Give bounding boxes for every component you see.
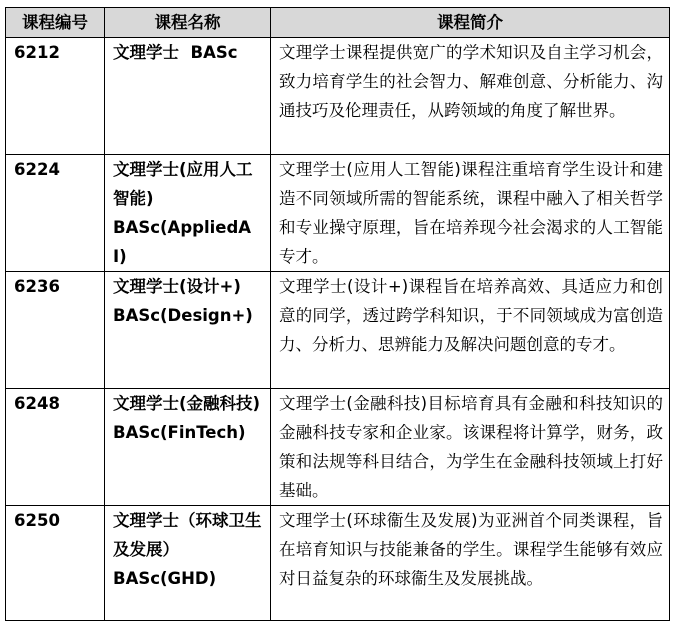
programme-table bbox=[5, 7, 670, 621]
programme-name-cn: 文理学士 BASc bbox=[113, 43, 238, 62]
header-programme-description: 课程简介 bbox=[271, 8, 670, 38]
programme-description: 文理学士(应用人工智能)课程注重培育学生设计和建造不同领域所需的智能系统，课程中融入了相关哲学和专业操守原理，旨在培养现今社会渴求的人工智能专才。 bbox=[271, 155, 670, 272]
programme-name-cn: 文理学士（环球卫生及发展） bbox=[113, 511, 262, 559]
header-programme-name: 课程名称 bbox=[105, 8, 271, 38]
programme-name-cn: 文理学士(应用人工智能) bbox=[113, 160, 253, 208]
table-row bbox=[6, 155, 670, 272]
programme-code: 6224 bbox=[6, 155, 105, 272]
programme-name bbox=[105, 506, 271, 621]
table-row bbox=[6, 389, 670, 506]
programme-description: 文理学士(设计+)课程旨在培养高效、具适应力和创意的同学，透过跨学科知识，于不同领域成为富创造力、分析力、思辨能力及解决问题创意的专才。 bbox=[271, 272, 670, 389]
programme-table-container bbox=[5, 7, 670, 621]
programme-name-cn: 文理学士(金融科技) bbox=[113, 394, 261, 413]
table-row bbox=[6, 272, 670, 389]
programme-name bbox=[105, 155, 271, 272]
programme-code: 6212 bbox=[6, 38, 105, 155]
programme-description: 文理学士(环球衞生及发展)为亚洲首个同类课程，旨在培育知识与技能兼备的学生。课程学生能够有效应对日益复杂的环球衞生及发展挑战。 bbox=[271, 506, 670, 621]
table-row bbox=[6, 506, 670, 621]
table-row bbox=[6, 38, 670, 155]
programme-name bbox=[105, 389, 271, 506]
programme-name-cn: 文理学士(设计+) bbox=[113, 277, 241, 296]
header-programme-code: 课程编号 bbox=[6, 8, 105, 38]
programme-name-en: BASc(FinTech) bbox=[113, 423, 246, 442]
programme-description: 文理学士课程提供宽广的学术知识及自主学习机会，致力培育学生的社会智力、解难创意、分析能力、沟通技巧及伦理责任，从跨领域的角度了解世界。 bbox=[271, 38, 670, 155]
programme-code: 6236 bbox=[6, 272, 105, 389]
programme-name-en: BASc(AppliedAI) bbox=[113, 218, 252, 266]
programme-name-en: BASc(GHD) bbox=[113, 569, 217, 588]
programme-name bbox=[105, 272, 271, 389]
programme-name-en: BASc(Design+) bbox=[113, 306, 253, 325]
table-header-row bbox=[6, 8, 670, 38]
programme-code: 6248 bbox=[6, 389, 105, 506]
programme-description: 文理学士(金融科技)目标培育具有金融和科技知识的金融科技专家和企业家。该课程将计算学，财务，政策和法规等科目结合，为学生在金融科技领域上打好基础。 bbox=[271, 389, 670, 506]
programme-code: 6250 bbox=[6, 506, 105, 621]
programme-name bbox=[105, 38, 271, 155]
